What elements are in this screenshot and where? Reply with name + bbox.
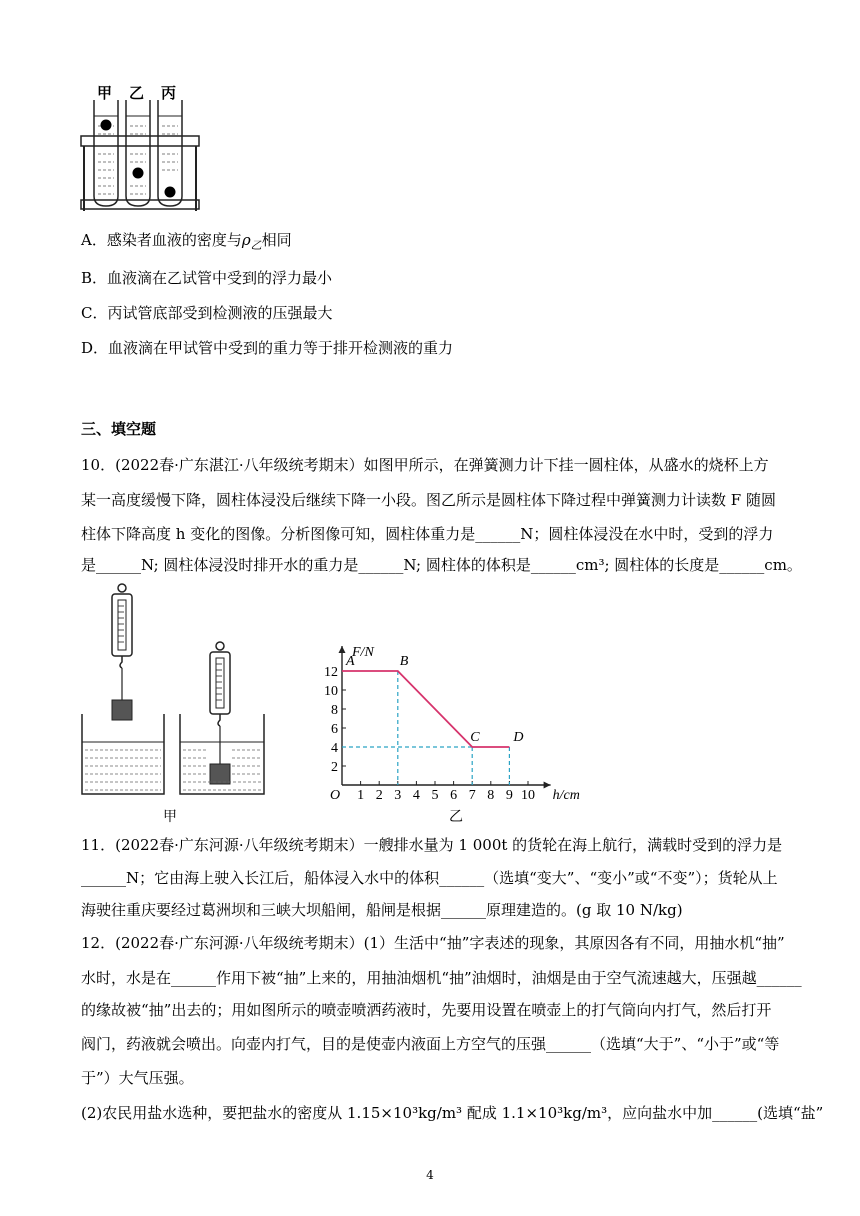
tube-label-jia: 甲 [97,84,113,102]
y-tick-label: 4 [331,741,338,756]
q12-line-4: 阀门，药液就会喷出。向壶内打气，目的是使壶内液面上方空气的压强______（选填“大于”、“小于”或“等 [81,1035,780,1053]
x-tick-label: 7 [468,788,476,803]
q11-line-3: 海驶往重庆要经过葛洲坝和三峡大坝船闸，船闸是根据______原理建造的。(g 取 10 N/kg) [81,901,683,919]
x-tick-label: 4 [412,788,420,803]
x-axis-label: h/cm [552,788,580,803]
x-axis-arrow [544,782,551,789]
x-tick-label: 3 [394,788,402,803]
option-d: D．血液滴在甲试管中受到的重力等于排开检测液的重力 [81,339,454,357]
figure-caption-jia: 甲 [163,809,177,825]
y-tick-label: 12 [324,665,338,680]
rho-symbol: ρ [241,231,251,249]
y-tick-label: 10 [324,684,338,699]
drop-bing [165,187,176,198]
x-tick-label: 2 [375,788,383,803]
q12-line-1: 12．(2022春·广东河源·八年级统考期末）(1）生活中“抽”字表述的现象，其原因各有不同，用抽水机“抽” [81,934,785,952]
q12-line-2: 水时，水是在______作用下被“抽”上来的，用抽油烟机“抽”油烟时，油烟是由于空气流速越大，压强越______ [81,969,802,987]
section-heading: 三、填空题 [81,420,157,438]
q12-line-5: 于”）大气压强。 [81,1069,194,1087]
tube-label-yi: 乙 [129,84,145,102]
drop-jia [101,120,112,131]
x-tick-label: 1 [357,788,365,803]
x-tick-label: 5 [431,788,439,803]
y-tick-label: 6 [331,722,338,737]
q10-line-3: 柱体下降高度 h 变化的图像。分析图像可知，圆柱体重力是______N；圆柱体浸没在水中时，受到的浮力 [81,525,774,543]
option-a: A．感染者血液的密度与$\rho_乙$相同 [81,231,292,252]
q11-line-2: ______N；它由海上驶入长江后，船体浸入水中的体积______（选填“变大”、“变小”或“不变”）；货轮从上 [81,869,778,887]
point-label: A [346,654,355,669]
q10-line-1: 10．(2022春·广东湛江·八年级统考期末）如图甲所示，在弹簧测力计下挂一圆柱体，从盛水的烧杯上方 [81,456,769,474]
force-series-line [342,671,509,747]
y-tick-label: 2 [331,760,338,775]
spring-scale-drawing [80,582,270,802]
q12-line-6: (2)农民用盐水选种，要把盐水的密度从 1.15×10³kg/m³ 配成 1.1×10³kg/m³，应向盐水中加______(选填“盐” [81,1104,824,1122]
origin-label: O [330,788,341,803]
q10-line-2: 某一高度缓慢下降，圆柱体浸没后继续下降一小段。图乙所示是圆柱体下降过程中弹簧测力计读数 F 随圆 [81,491,776,509]
force-height-chart [324,588,610,803]
chart-svg [324,588,610,803]
q12-line-3: 的缘故被“抽”出去的；用如图所示的喷壶喷洒药液时，先要用设置在喷壶上的打气筒向内打气，然后打开 [81,1001,772,1019]
drop-yi [133,168,144,179]
y-axis-arrow [339,646,346,653]
x-tick-label: 10 [521,788,535,803]
point-label: B [399,654,409,669]
spring-scale-left [112,584,132,720]
point-label: C [470,730,480,745]
spring-scale-figure [80,582,270,802]
x-tick-label: 9 [505,788,513,803]
option-c: C．丙试管底部受到检测液的压强最大 [81,304,333,322]
y-axis-label: F/N [352,645,374,660]
x-tick-label: 8 [487,788,495,803]
y-tick-label: 8 [331,703,338,718]
spring-scale-right [210,642,230,784]
page-number: 4 [426,1168,434,1182]
point-label: D [513,730,524,745]
q10-line-4: 是______N; 圆柱体浸没时排开水的重力是______N; 圆柱体的体积是______cm³; 圆柱体的长度是______cm。 [81,556,802,574]
x-tick-label: 6 [450,788,458,803]
figure-caption-yi: 乙 [449,809,463,825]
q11-line-1: 11．(2022春·广东河源·八年级统考期末）一艘排水量为 1 000t 的货轮在海上航行，满载时受到的浮力是 [81,836,783,854]
tube-label-bing: 丙 [161,84,177,102]
option-b: B．血液滴在乙试管中受到的浮力最小 [81,269,333,287]
